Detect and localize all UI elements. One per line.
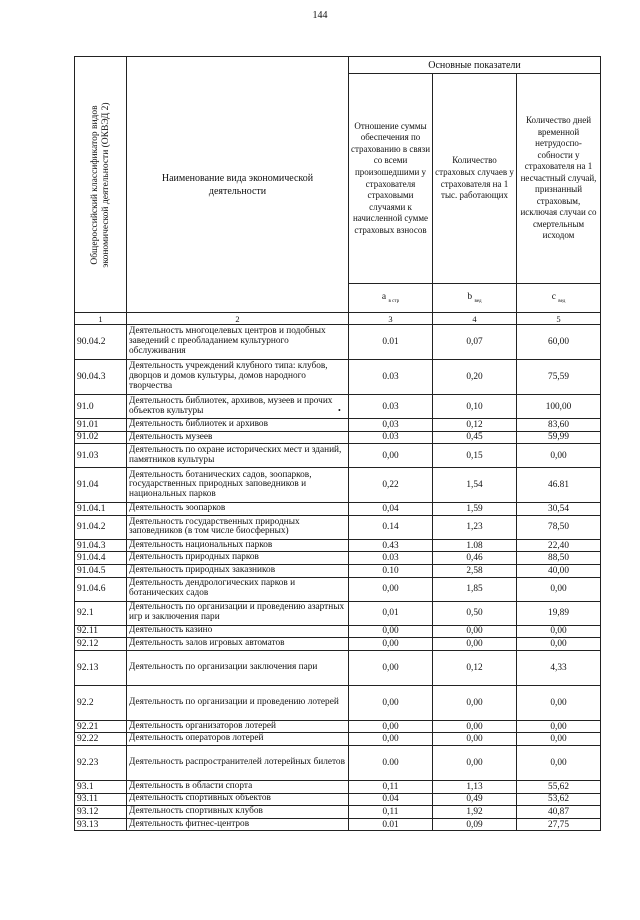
value-a: 0,04 [349,503,433,516]
value-b: 0,00 [433,720,517,733]
table-row [75,515,601,539]
col-c-symbol: c $_{вед}$ [517,284,601,313]
value-a: 0,11 [349,780,433,793]
table-row [75,806,601,819]
table-row [75,444,601,468]
table-row [75,638,601,651]
activity-name: Деятельность дендрологических парков и ботанических садов [127,577,349,601]
activity-name: Деятельность спортивных клубов [127,806,349,819]
activity-name: Деятельность казино [127,625,349,638]
column-number-2: 2 [127,313,349,325]
value-c: 60,00 [517,325,601,360]
value-a: 0,00 [349,638,433,651]
table-row [75,503,601,516]
okved-header [75,57,127,313]
value-b: 0,00 [433,638,517,651]
okved-code: 93.13 [75,818,127,831]
value-a: 0.03 [349,360,433,395]
activity-name: Деятельность национальных парков [127,539,349,552]
okved-code: 92.13 [75,650,127,685]
col-c-header: Количество дней временной нетрудоспо-собности у страхователя на 1 несчастный случай, признанный страховым, исключая случаи со смертельным исходом [517,74,601,284]
okved-code: 91.01 [75,419,127,432]
value-b: 0,00 [433,685,517,720]
col-b-header: Количество страховых случаев у страхователя на 1 тыс. работающих [433,74,517,284]
value-c: 30,54 [517,503,601,516]
value-b: 1,13 [433,780,517,793]
okved-code: 92.1 [75,601,127,625]
col-a-symbol: a $_{в стр}$ [349,284,433,313]
table-row [75,325,601,360]
value-b: 0,46 [433,552,517,565]
value-c: 27,75 [517,818,601,831]
value-b: 0,15 [433,444,517,468]
value-a: 0,03 [349,419,433,432]
value-a: 0,00 [349,577,433,601]
value-b: 0,20 [433,360,517,395]
value-b: 1,54 [433,468,517,503]
okved-code: 91.04.3 [75,539,127,552]
value-b: 0,10 [433,395,517,419]
value-a: 0,01 [349,601,433,625]
okved-code: 92.21 [75,720,127,733]
value-b: 0,45 [433,431,517,444]
table-row [75,685,601,720]
activity-name-header: Наименование вида экономической деятельности [127,57,349,313]
okved-code: 93.1 [75,780,127,793]
table-row [75,625,601,638]
value-a: 0,00 [349,444,433,468]
value-b: 0,00 [433,745,517,780]
okved-code: 92.23 [75,745,127,780]
okved-code: 91.04.2 [75,515,127,539]
value-a: 0.03 [349,395,433,419]
value-a: 0.14 [349,515,433,539]
table-row [75,745,601,780]
indicators-group-header: Основные показатели [349,57,601,74]
value-b: 1,92 [433,806,517,819]
value-c: 0,00 [517,577,601,601]
activity-name: Деятельность операторов лотерей [127,733,349,746]
value-a: 0.01 [349,818,433,831]
table-row [75,552,601,565]
value-c: 83,60 [517,419,601,432]
activity-name: Деятельность зоопарков [127,503,349,516]
value-c: 55,62 [517,780,601,793]
value-c: 0,00 [517,720,601,733]
activity-name: Деятельность фитнес-центров [127,818,349,831]
activity-name: Деятельность организаторов лотерей [127,720,349,733]
table-body [75,325,601,831]
value-a: 0.03 [349,552,433,565]
okved-code: 91.02 [75,431,127,444]
value-b: 0,50 [433,601,517,625]
stray-mark: • [338,406,341,415]
value-a: 0.03 [349,431,433,444]
value-c: 100,00 [517,395,601,419]
value-b: 1,85 [433,577,517,601]
okved-header-label: Общероссийский классификатор видов экономической деятельности (ОКВЭД 2) [89,101,111,268]
table-row [75,431,601,444]
okved-code: 91.04.4 [75,552,127,565]
okved-code: 93.11 [75,793,127,806]
okved-code: 90.04.3 [75,360,127,395]
value-c: 0,00 [517,733,601,746]
activity-name: Деятельность природных заказников [127,564,349,577]
okved-code: 91.04.1 [75,503,127,516]
value-c: 22,40 [517,539,601,552]
value-b: 0,09 [433,818,517,831]
okved-code: 92.11 [75,625,127,638]
okved-code: 91.04 [75,468,127,503]
okved-code: 91.03 [75,444,127,468]
value-c: 4,33 [517,650,601,685]
okved-code: 93.12 [75,806,127,819]
table-row [75,720,601,733]
value-b: 0,00 [433,733,517,746]
value-a: 0,00 [349,733,433,746]
value-c: 19,89 [517,601,601,625]
okved-code: 92.2 [75,685,127,720]
col-b-symbol: b $_{вед}$ [433,284,517,313]
value-a: 0.04 [349,793,433,806]
value-b: 0,07 [433,325,517,360]
table-row [75,564,601,577]
okved-code: 91.04.5 [75,564,127,577]
activity-name: Деятельность по охране исторических мест и зданий, памятников культуры [127,444,349,468]
column-number-4: 4 [433,313,517,325]
value-c: 40,00 [517,564,601,577]
value-b: 0,12 [433,650,517,685]
column-number-3: 3 [349,313,433,325]
value-b: 0,12 [433,419,517,432]
page-number: 144 [312,10,328,21]
activity-name: Деятельность библиотек, архивов, музеев и прочих объектов культуры [127,395,349,419]
activity-name: Деятельность государственных природных заповедников (в том числе биосферных) [127,515,349,539]
column-number-1: 1 [75,313,127,325]
table-row [75,650,601,685]
okved-code: 90.04.2 [75,325,127,360]
table-row [75,780,601,793]
value-c: 88,50 [517,552,601,565]
activity-name: Деятельность спортивных объектов [127,793,349,806]
activity-name: Деятельность в области спорта [127,780,349,793]
value-b: 1.08 [433,539,517,552]
value-c: 75,59 [517,360,601,395]
table-row [75,601,601,625]
activity-name: Деятельность музеев [127,431,349,444]
okved-code: 91.04.6 [75,577,127,601]
table-row [75,818,601,831]
value-c: 53,62 [517,793,601,806]
activity-name: Деятельность по организации заключения пари [127,650,349,685]
value-c: 0,00 [517,685,601,720]
column-number-5: 5 [517,313,601,325]
value-c: 59,99 [517,431,601,444]
value-b: 1,59 [433,503,517,516]
value-c: 0,00 [517,444,601,468]
value-a: 0.10 [349,564,433,577]
value-c: 46.81 [517,468,601,503]
value-c: 0,00 [517,638,601,651]
table-row [75,419,601,432]
value-c: 0,00 [517,745,601,780]
value-a: 0,00 [349,720,433,733]
table-row [75,468,601,503]
insurance-indicators-table [74,56,601,831]
okved-code: 91.0 [75,395,127,419]
value-a: 0.00 [349,745,433,780]
okved-code: 92.12 [75,638,127,651]
value-a: 0,11 [349,806,433,819]
table-row [75,733,601,746]
activity-name: Деятельность распространителей лотерейных билетов [127,745,349,780]
table-row [75,539,601,552]
value-a: 0.01 [349,325,433,360]
okved-code: 92.22 [75,733,127,746]
value-a: 0.43 [349,539,433,552]
value-a: 0,22 [349,468,433,503]
activity-name: Деятельность многоцелевых центров и подобных заведений с преобладанием культурного обслуживания [127,325,349,360]
value-c: 0,00 [517,625,601,638]
table-row [75,577,601,601]
value-b: 0,00 [433,625,517,638]
activity-name: Деятельность ботанических садов, зоопарков, государственных природных заповедников и национальных парков [127,468,349,503]
col-a-header: Отношение суммы обеспечения по страхованию в связи со всеми произошедшими у страхователя страховыми случаями к начисленной сумме страховых взносов [349,74,433,284]
activity-name: Деятельность учреждений клубного типа: клубов, дворцов и домов культуры, домов народного творчества [127,360,349,395]
value-a: 0,00 [349,685,433,720]
activity-name: Деятельность библиотек и архивов [127,419,349,432]
table-row [75,360,601,395]
value-c: 40,87 [517,806,601,819]
activity-name: Деятельность природных парков [127,552,349,565]
value-b: 2,58 [433,564,517,577]
value-a: 0,00 [349,650,433,685]
value-c: 78,50 [517,515,601,539]
table-row [75,793,601,806]
value-b: 0,49 [433,793,517,806]
activity-name: Деятельность по организации и проведению азартных игр и заключения пари [127,601,349,625]
value-a: 0,00 [349,625,433,638]
activity-name: Деятельность залов игровых автоматов [127,638,349,651]
value-b: 1,23 [433,515,517,539]
activity-name: Деятельность по организации и проведению лотерей [127,685,349,720]
